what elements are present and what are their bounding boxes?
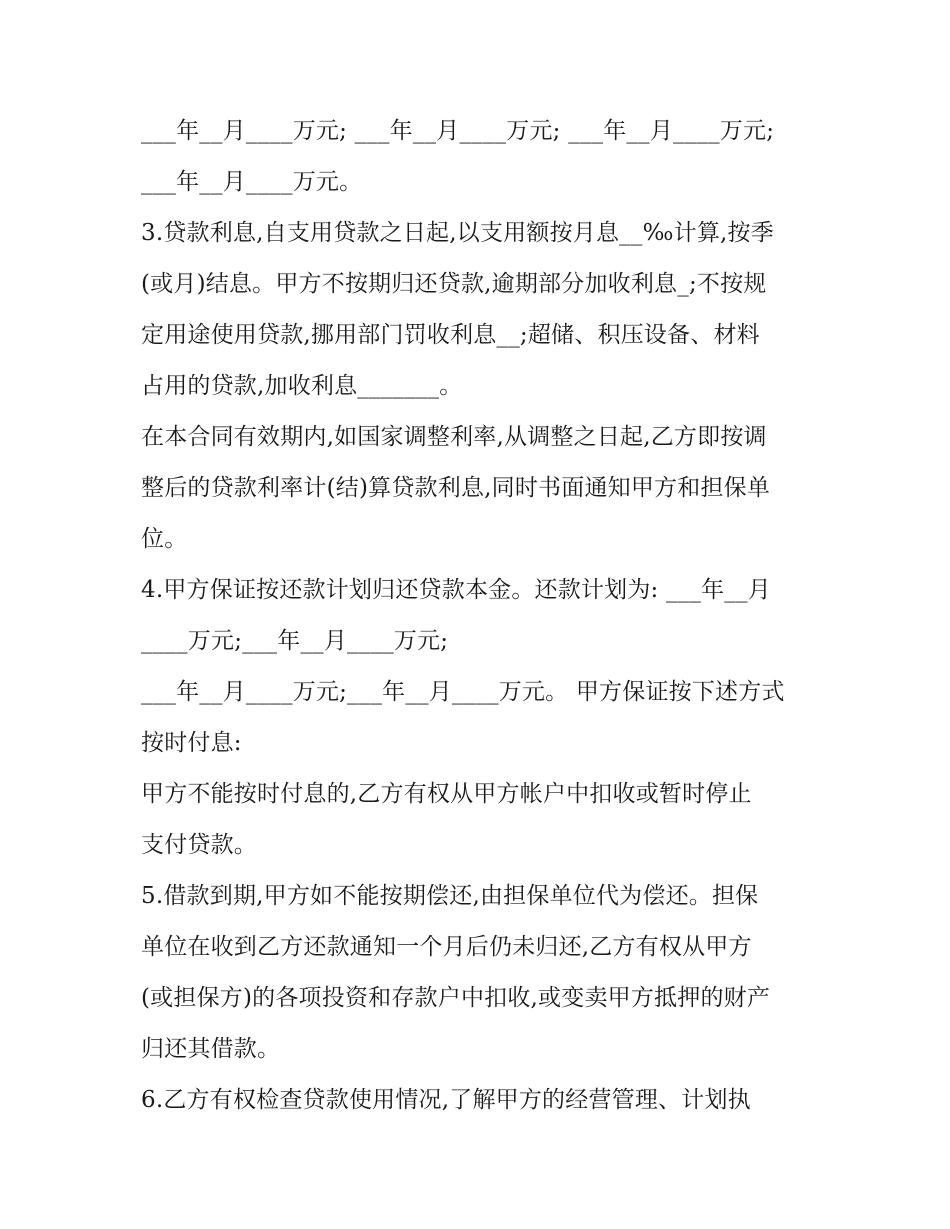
text-line: 归还其借款。	[141, 1036, 281, 1062]
text-line: 位。	[141, 526, 188, 552]
text-line: 甲方不能按时付息的,乙方有权从甲方帐户中扣收或暂时停止	[141, 781, 752, 807]
text-line: ___年__月____万元;___年__月____万元。 甲方保证按下述方式	[141, 679, 785, 705]
text-line: (或月)结息。甲方不按期归还贷款,逾期部分加收利息_;不按规	[141, 271, 767, 297]
text-line: ____万元;___年__月____万元;	[141, 628, 449, 654]
text-line: 在本合同有效期内,如国家调整利率,从调整之日起,乙方即按调	[141, 424, 767, 450]
text-line: ___年__月____万元; ___年__月____万元; ___年__月____万元;	[141, 118, 775, 144]
text-line: 6.乙方有权检查贷款使用情况,了解甲方的经营管理、计划执	[141, 1087, 751, 1113]
text-line: 支付贷款。	[141, 832, 257, 858]
document-body	[141, 106, 821, 1126]
text-line: ___年__月____万元。	[141, 169, 363, 195]
text-line: 5.借款到期,甲方如不能按期偿还,由担保单位代为偿还。担保	[141, 883, 759, 909]
text-line: 定用途使用贷款,挪用部门罚收利息__;超储、积压设备、材料	[141, 322, 760, 348]
text-line: 整后的贷款利率计(结)算贷款利息,同时书面通知甲方和担保单	[141, 475, 771, 501]
text-line: 3.贷款利息,自支用贷款之日起,以支用额按月息__‰计算,按季	[141, 220, 774, 246]
text-line: 4.甲方保证按还款计划归还贷款本金。还款计划为: ___年__月	[141, 577, 771, 603]
text-line: 按时付息:	[141, 730, 242, 756]
text-line: 单位在收到乙方还款通知一个月后仍未归还,乙方有权从甲方	[141, 934, 752, 960]
text-line: 占用的贷款,加收利息_______。	[141, 373, 463, 399]
text-line: (或担保方)的各项投资和存款户中扣收,或变卖甲方抵押的财产	[141, 985, 771, 1011]
